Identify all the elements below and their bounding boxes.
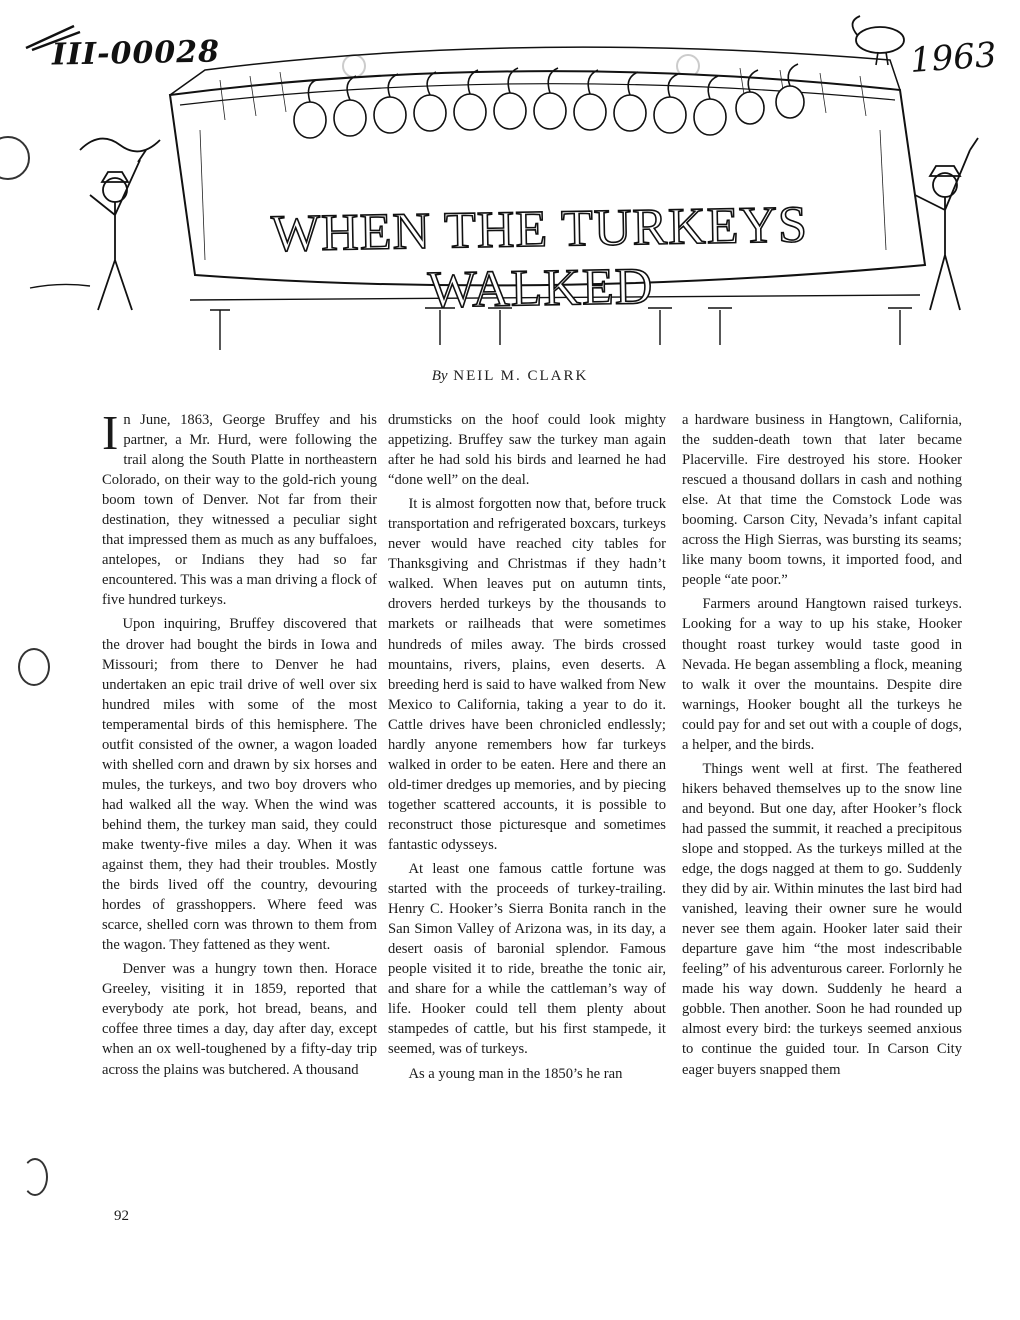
author-name: NEIL M. CLARK <box>453 368 589 384</box>
paragraph: In June, 1863, George Bruffey and his partner, a Mr. Hurd, were following the trail along the South Platte in northeastern Colorado, on their way to the gold-rich young boom town of Denver. Not far from their destination, they witnessed a peculiar sight that impressed them as much as any buffaloes, antelopes, or Indians they had so far encountered. This was a man driving a flock of five hundred turkeys. <box>102 405 377 609</box>
handwritten-year: 1963 <box>908 35 998 81</box>
handwritten-archive-id: III-00028 <box>51 34 221 73</box>
article-column-2 <box>388 410 666 1088</box>
binder-hole <box>22 1158 48 1196</box>
paragraph: a hardware business in Hangtown, California, the sudden-death town that later became Placerville. Fire destroyed his store. Hooker rescued a thousand dollars in cash and nothing else. At that time the Comstock Lode was booming. Carson City, Nevada’s infant capital across the High Sierras, was bursting its seams; like many boom towns, it imported food, and people “ate poor.” <box>682 412 962 589</box>
paragraph: Farmers around Hangtown raised turkeys. Looking for a way to up his stake, Hooker thought roast turkey would taste good in Nevada. He began assembling a flock, meaning to walk it over the mountains. Despite dire warnings, Hooker bought all the turkeys he could pay for and set out with a couple of dogs, a helper, and the birds. <box>682 596 962 753</box>
paragraph: Upon inquiring, Bruffey discovered that the drover had bought the birds in Iowa and Missouri; from there to Denver he had undertaken an epic trail drive of well over six hundred miles with some of the most temperamental birds of this hemisphere. The outfit consisted of the owner, a wagon loaded with shelled corn and drawn by six horses and mules, the turkeys, and two boy drovers who had walked all the way. When the wind was behind them, the turkey man said, they could make twenty-five miles a day. When it was against them, they had their troubles. Mostly the birds lived off the country, devouring hordes of grasshoppers. Where feed was scarce, shelled corn was thrown to them from the wagon. They fattened as they went. <box>102 616 377 954</box>
paragraph: It is almost forgotten now that, before truck transportation and refrigerated boxcars, turkeys never would have reached city tables for Thanksgiving and Christmas if they hadn’t walked. When leaves put on autumn tints, drovers herded turkeys by the thousands to markets or railheads that were sometimes hundreds of miles away. The birds crossed mountains, rivers, plains, even deserts. A breeding herd is said to have walked from New Mexico to California, taking a year to do it. Cattle drives have been chronicled endlessly; hardly anyone remembers how far turkeys walked in order to be eaten. Here and there an old-timer dredges up memories, and by piecing together scattered accounts, it is possible to reconstruct those picturesque and sometimes fantastic odysseys. <box>388 496 666 853</box>
paragraph: drumsticks on the hoof could look mighty appetizing. Bruffey saw the turkey man again after he had sold his birds and learned he had “done well” on the deal. <box>388 412 666 489</box>
binder-hole <box>18 648 50 686</box>
paragraph: At least one famous cattle fortune was started with the proceeds of turkey-trailing. Henry C. Hooker’s Sierra Bonita ranch in the San Simon Valley of Arizona was, in its day, a desert oasis of baronial splendor. Famous people visited it to ride, breathe the tonic air, and share for a while the cattleman’s way of life. Hooker could tell them plenty about stampedes of cattle, but his first stampede, it seemed, was of turkeys. <box>388 861 666 1058</box>
article-title: WHEN THE TURKEYS WALKED <box>270 196 809 319</box>
byline-prefix: By <box>431 368 448 384</box>
article-column-1 <box>102 405 377 1084</box>
paragraph: As a young man in the 1850’s he ran <box>408 1065 623 1082</box>
byline <box>0 368 1020 385</box>
article-column-3 <box>682 410 962 1084</box>
page-number: 92 <box>114 1208 129 1224</box>
paragraph: Denver was a hungry town then. Horace Greeley, visiting it in 1859, reported that everybody ate pork, hot bread, beans, and coffee three times a day, day after day, except when an ox well-toughened by a fifty-day trip across the plains was butchered. A thousand <box>102 961 377 1078</box>
drop-cap: I <box>102 405 119 460</box>
paragraph: Things went well at first. The feathered hikers behaved themselves up to the snow line and beyond. But one day, after Hooker’s flock had passed the summit, it reached a precipitous slope and stopped. As the turkeys milled at the edge, the dogs nagged at them to go. Suddenly they did by air. Within minutes the last bird had vanished, leaving their owner sure he would never see them again. Hooker later said their departure gave him “the most indescribable feeling” of his adventurous career. Forlornly he made his way down. Suddenly he heard a gobble. Then another. Soon he had rounded up almost every bird: the turkeys seemed anxious to continue the guided tour. In Carson City eager buyers snapped them <box>682 760 962 1078</box>
